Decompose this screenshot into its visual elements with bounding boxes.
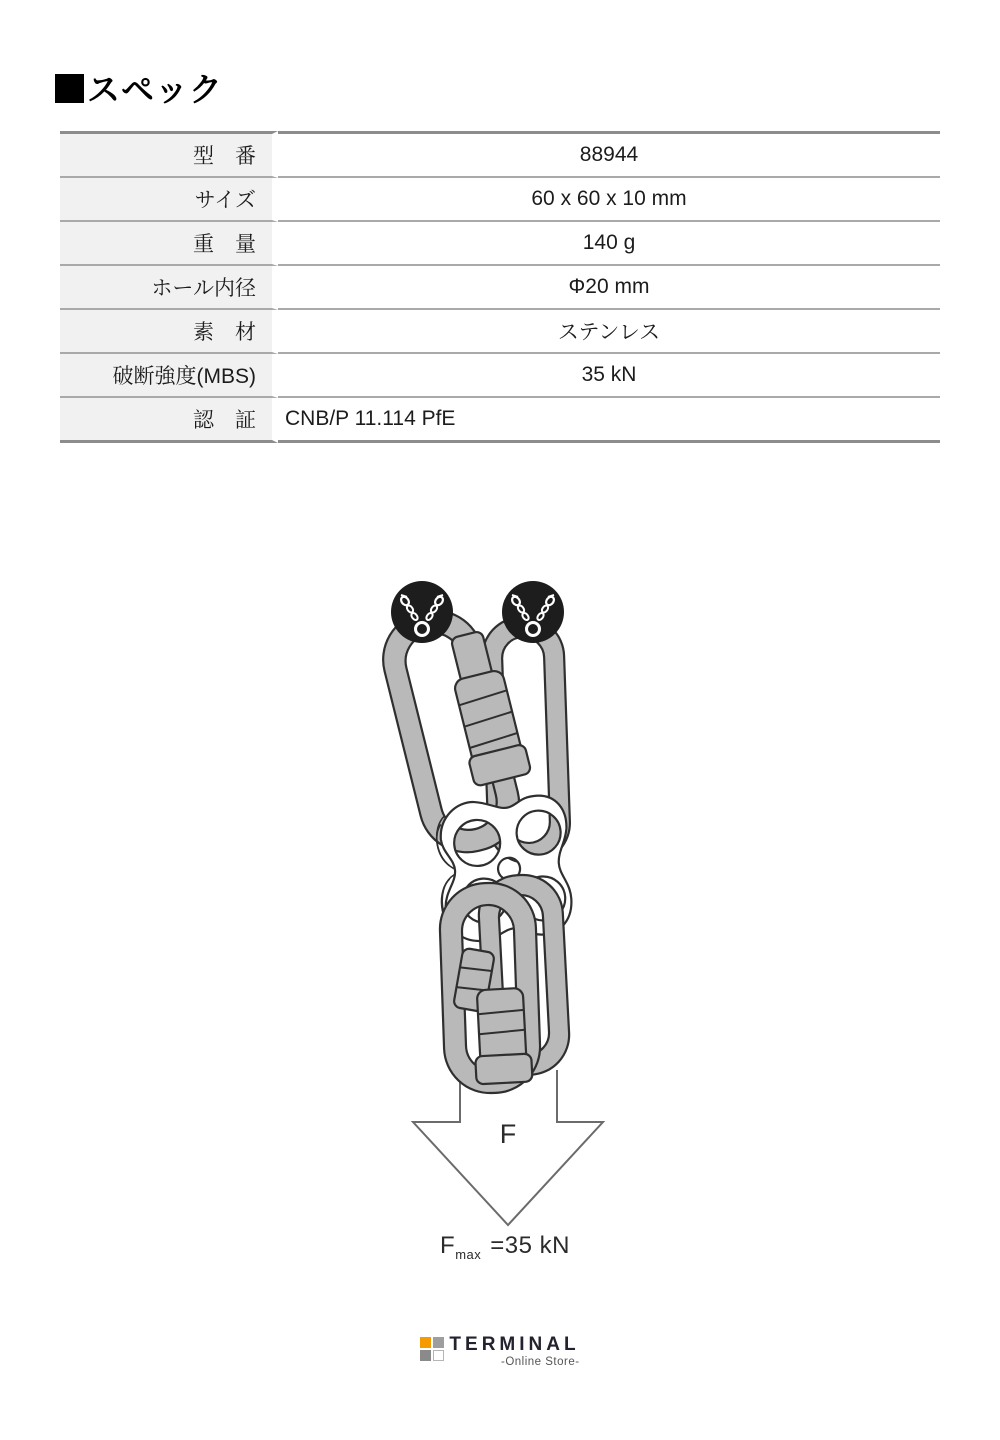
load-diagram (355, 565, 655, 1265)
rigging-illustration (355, 565, 655, 1265)
logo-square-orange (420, 1337, 431, 1348)
logo-text (449, 1334, 579, 1368)
spec-value: 35 kN (278, 354, 940, 398)
section-title (55, 64, 223, 111)
logo-grid-icon (420, 1337, 444, 1361)
fmax-label (355, 1232, 655, 1262)
spec-table (60, 131, 940, 443)
footer (0, 1334, 1000, 1368)
brand-tagline: -Online Store- (500, 1355, 580, 1368)
spec-value: ステンレス (278, 310, 940, 354)
spec-table-row (60, 178, 940, 222)
spec-label: サイズ (60, 178, 278, 222)
fmax-base: F (440, 1232, 456, 1259)
store-logo (420, 1334, 579, 1368)
anchor-point-right (502, 581, 564, 643)
spec-table-row (60, 310, 940, 354)
anchor-point-left (391, 581, 453, 643)
section-marker-icon (55, 74, 84, 103)
logo-square-gray-dark (420, 1350, 431, 1361)
force-label: F (499, 1119, 517, 1149)
spec-label: 重 量 (60, 222, 278, 266)
logo-square-gray-light (433, 1337, 444, 1348)
spec-value: CNB/P 11.114 PfE (278, 398, 940, 443)
spec-table-row (60, 131, 940, 178)
fmax-subscript: max (455, 1246, 482, 1262)
section-title-text: スペック (87, 71, 223, 108)
spec-label: 素 材 (60, 310, 278, 354)
spec-table-row (60, 398, 940, 443)
spec-label: 型 番 (60, 131, 278, 178)
spec-table-row (60, 266, 940, 310)
spec-value: 60 x 60 x 10 mm (278, 178, 940, 222)
spec-table-row (60, 222, 940, 266)
logo-square-white (433, 1350, 444, 1361)
spec-value: 140 g (278, 222, 940, 266)
spec-value: 88944 (278, 131, 940, 178)
brand-name: TERMINAL (449, 1334, 580, 1355)
locking-sleeve-icon (439, 627, 532, 787)
fmax-value: =35 kN (490, 1232, 570, 1259)
spec-label: ホール内径 (60, 266, 278, 310)
spec-label: 破断強度(MBS) (60, 354, 278, 398)
spec-label: 認 証 (60, 398, 278, 443)
spec-value: Φ20 mm (278, 266, 940, 310)
spec-table-row (60, 354, 940, 398)
